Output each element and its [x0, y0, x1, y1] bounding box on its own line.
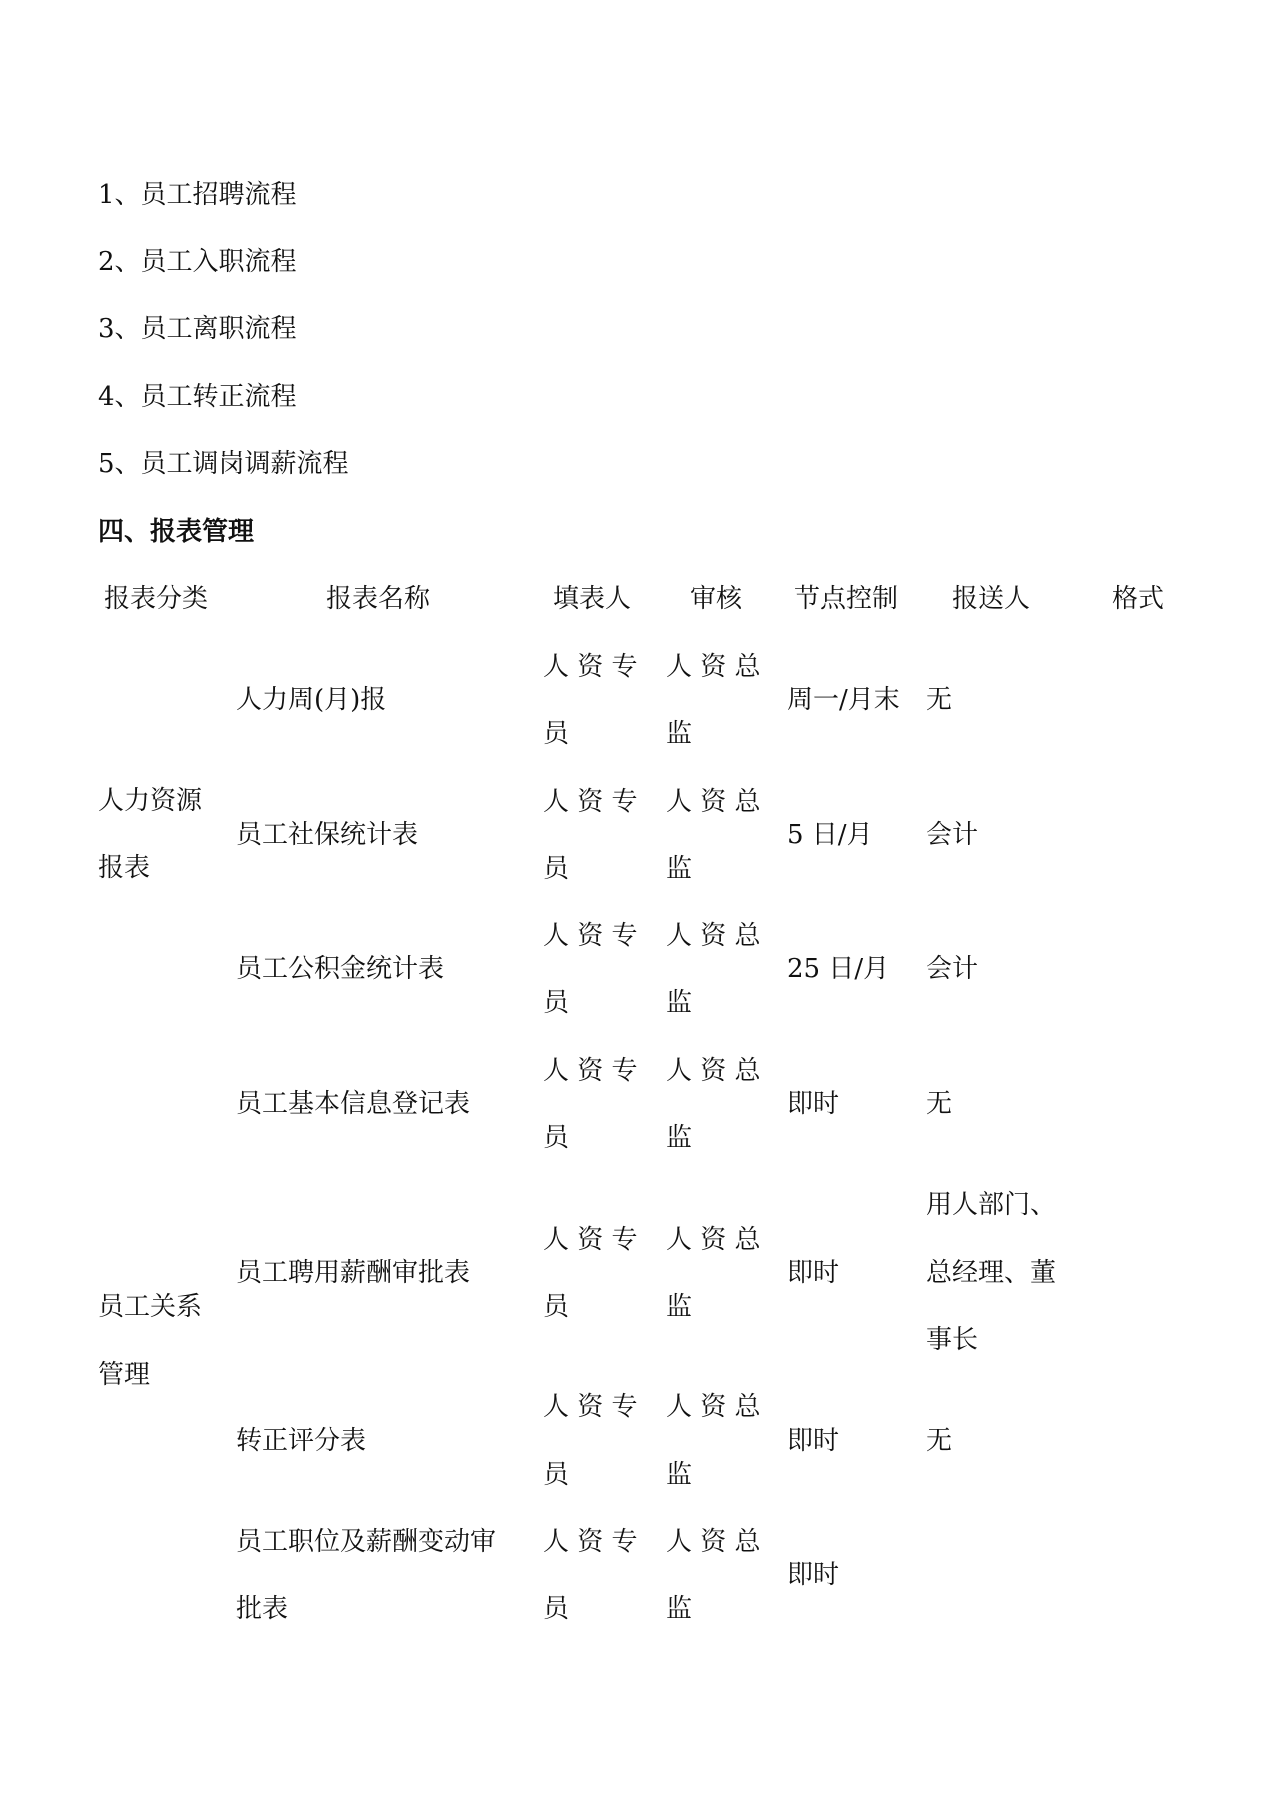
table-row-node: 即时 [787, 1258, 840, 1288]
table-row-recipient: 总经理、董 [926, 1258, 1057, 1288]
table-header-name: 报表名称 [326, 584, 431, 614]
table-header-recipient: 报送人 [952, 584, 1031, 614]
table-row-filler: 员 [543, 719, 570, 749]
table-row-filler: 人 资 专 [543, 1056, 638, 1086]
table-header-reviewer: 审核 [690, 584, 743, 614]
table-row-recipient: 无 [926, 1426, 953, 1456]
table-row-filler: 人 资 专 [543, 1392, 638, 1422]
table-row-filler: 员 [543, 1123, 570, 1153]
table-row-reviewer: 监 [666, 1292, 693, 1322]
table-header-node: 节点控制 [794, 584, 899, 614]
table-row-name: 人力周(月)报 [236, 685, 387, 715]
table-row-node: 即时 [787, 1560, 840, 1590]
table-row-reviewer: 人 资 总 [666, 787, 761, 817]
table-row-filler: 员 [543, 1594, 570, 1624]
table-row-filler: 员 [543, 854, 570, 884]
table-row-reviewer: 人 资 总 [666, 1392, 761, 1422]
table-row-recipient: 事长 [926, 1325, 979, 1355]
table-row-filler: 人 资 专 [543, 1225, 638, 1255]
table-row-node: 25 日/月 [787, 954, 890, 984]
table-category-cell: 员工关系 [98, 1292, 203, 1322]
table-category-cell: 报表 [98, 853, 151, 883]
table-row-node: 即时 [787, 1089, 840, 1119]
list-item: 2、员工入职流程 [98, 247, 297, 277]
table-row-node: 即时 [787, 1426, 840, 1456]
table-header-filler: 填表人 [553, 584, 632, 614]
table-row-recipient: 无 [926, 685, 953, 715]
table-row-node: 5 日/月 [787, 820, 873, 850]
list-item: 4、员工转正流程 [98, 382, 297, 412]
table-row-filler: 员 [543, 1460, 570, 1490]
table-row-recipient: 无 [926, 1089, 953, 1119]
list-item: 5、员工调岗调薪流程 [98, 449, 349, 479]
table-row-filler: 员 [543, 988, 570, 1018]
list-item: 1、员工招聘流程 [98, 180, 297, 210]
table-row-filler: 员 [543, 1292, 570, 1322]
list-item: 3、员工离职流程 [98, 314, 297, 344]
table-row-filler: 人 资 专 [543, 787, 638, 817]
table-row-filler: 人 资 专 [543, 921, 638, 951]
table-header-category: 报表分类 [104, 584, 209, 614]
table-category-cell: 人力资源 [98, 786, 203, 816]
table-header-format: 格式 [1112, 584, 1165, 614]
table-row-reviewer: 监 [666, 854, 693, 884]
table-row-name: 转正评分表 [236, 1426, 367, 1456]
section-title: 四、报表管理 [98, 517, 255, 547]
table-row-reviewer: 人 资 总 [666, 1225, 761, 1255]
table-row-name: 员工职位及薪酬变动审 [236, 1527, 497, 1557]
table-row-filler: 人 资 专 [543, 1527, 638, 1557]
table-row-reviewer: 监 [666, 1460, 693, 1490]
table-row-recipient: 会计 [926, 954, 979, 984]
table-row-name: 员工公积金统计表 [236, 954, 445, 984]
table-row-name: 员工社保统计表 [236, 820, 419, 850]
table-row-recipient: 用人部门、 [926, 1190, 1057, 1220]
table-row-reviewer: 监 [666, 1594, 693, 1624]
table-row-name: 批表 [236, 1594, 289, 1624]
table-row-reviewer: 人 资 总 [666, 1056, 761, 1086]
table-row-reviewer: 监 [666, 719, 693, 749]
table-row-filler: 人 资 专 [543, 652, 638, 682]
table-row-recipient: 会计 [926, 820, 979, 850]
table-row-reviewer: 人 资 总 [666, 652, 761, 682]
table-row-reviewer: 监 [666, 988, 693, 1018]
table-row-reviewer: 监 [666, 1123, 693, 1153]
table-category-cell: 管理 [98, 1360, 151, 1390]
table-row-reviewer: 人 资 总 [666, 921, 761, 951]
table-row-node: 周一/月末 [787, 685, 900, 715]
table-row-name: 员工基本信息登记表 [236, 1089, 471, 1119]
table-row-reviewer: 人 资 总 [666, 1527, 761, 1557]
table-row-name: 员工聘用薪酬审批表 [236, 1258, 471, 1288]
